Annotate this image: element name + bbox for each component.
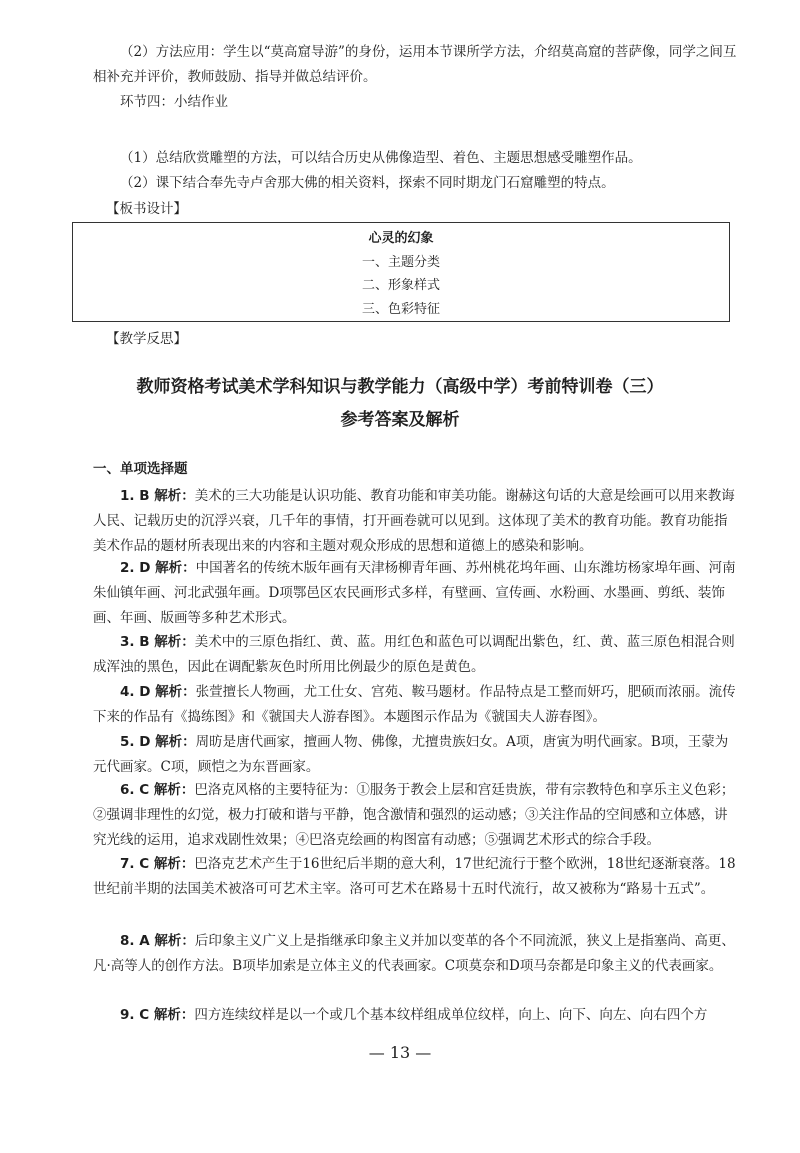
answer-item [93,556,738,631]
answer-item [93,484,738,559]
answer-item [93,778,738,853]
answer-label: 3. B 解析： [120,634,195,650]
answer-text: 四方连续纹样是以一个或几个基本纹样组成单位纹样，向上、向下、向左、向右四个方 [194,1007,708,1023]
answer-item [93,730,738,780]
answer-item [93,852,738,902]
answer-text: 后印象主义广义上是指继承印象主义并加以变革的各个不同流派，狭义上是指塞尚、高更、凡·高等人的创作方法。B项毕加索是立体主义的代表画家。C项莫奈和D项马奈都是印象主义的代表画家。 [93,933,735,974]
answer-item [93,1003,738,1028]
paragraph-method-application: （2）方法应用：学生以“莫高窟导游”的身份，运用本节课所学方法，介绍莫高窟的菩萨像，同学之间互相补充并评价，教师鼓励、指导并做总结评价。 [93,44,737,85]
exam-subtitle: 参考答案及解析 [340,410,460,430]
answer-text: 美术中的三原色指红、黄、蓝。用红色和蓝色可以调配出紫色，红、黄、蓝三原色相混合则成浑浊的黑色，因此在调配紫灰色时所用比例最少的原色是黄色。 [93,634,735,675]
section-heading: 一、单项选择题 [93,461,188,477]
answer-label: 6. C 解析： [120,782,195,798]
paragraph-summary-2: （2）课下结合奉先寺卢舍那大佛的相关资料，探索不同时期龙门石窟雕塑的特点。 [120,175,615,191]
board-item: 一、主题分类 [361,254,440,270]
answer-text: 美术的三大功能是认识功能、教育功能和审美功能。谢赫这句话的大意是绘画可以用来教诲人民、记载历史的沉浮兴衰，几千年的事情，打开画卷就可以见到。这体现了美术的教育功能。教育功能指美术作品的题材所表现出来的内容和主题对观众形成的思想和道德上的感染和影响。 [93,488,735,554]
answer-item [93,929,738,979]
answer-item [93,680,738,730]
answer-text: 中国著名的传统木版年画有天津杨柳青年画、苏州桃花坞年画、山东潍坊杨家埠年画、河南朱仙镇年画、河北武强年画。D项鄂邑区农民画形式多样，有壁画、宣传画、水粉画、水墨画、剪纸、装饰画、年画、版画等多种艺术形式。 [93,560,736,626]
answer-text: 巴洛克艺术产生于16世纪后半期的意大利，17世纪流行于整个欧洲，18世纪逐渐衰落。18世纪前半期的法国美术被洛可可艺术主宰。洛可可艺术在路易十五时代流行，故又被称为“路易十五式”。 [93,856,736,897]
answer-label: 8. A 解析： [120,933,195,949]
teaching-reflection-heading: 【教学反思】 [106,331,187,347]
board-item: 三、色彩特征 [361,301,440,317]
exam-title: 教师资格考试美术学科知识与教学能力（高级中学）考前特训卷（三） [136,377,664,397]
page-number: — 13 — [368,1043,432,1062]
board-design-box [72,222,730,322]
answer-text: 周昉是唐代画家，擅画人物、佛像，尤擅贵族妇女。A项，唐寅为明代画家。B项，王蒙为元代画家。C项，顾恺之为东晋画家。 [93,734,729,775]
answer-item [93,630,738,680]
board-item: 二、形象样式 [361,278,440,293]
board-design-heading: 【板书设计】 [106,201,187,217]
paragraph-summary-1: （1）总结欣赏雕塑的方法，可以结合历史从佛像造型、着色、主题思想感受雕塑作品。 [120,150,642,166]
answer-text: 巴洛克风格的主要特征为：①服务于教会上层和宫廷贵族，带有宗教特色和享乐主义色彩；②强调非理性的幻觉，极力打破和谐与平静，饱含激情和强烈的运动感；③关注作品的空间感和立体感，讲究光线的运用，追求戏剧性效果；④巴洛克绘画的构图富有动感；⑤强调艺术形式的综合手段。 [93,782,735,848]
answer-label: 7. C 解析： [120,856,195,872]
answer-label: 2. D 解析： [120,560,196,576]
board-title: 心灵的幻象 [368,231,434,246]
answer-label: 9. C 解析： [120,1007,195,1023]
answer-label: 5. D 解析： [120,734,196,750]
answer-label: 1. B 解析： [120,488,195,504]
answer-text: 张萱擅长人物画，尤工仕女、宫苑、鞍马题材。作品特点是工整而妍巧，肥硕而浓丽。流传下来的作品有《捣练图》和《虢国夫人游春图》。本题图示作品为《虢国夫人游春图》。 [93,684,736,725]
answer-label: 4. D 解析： [120,684,196,700]
paragraph-step-four: 环节四：小结作业 [120,94,228,110]
